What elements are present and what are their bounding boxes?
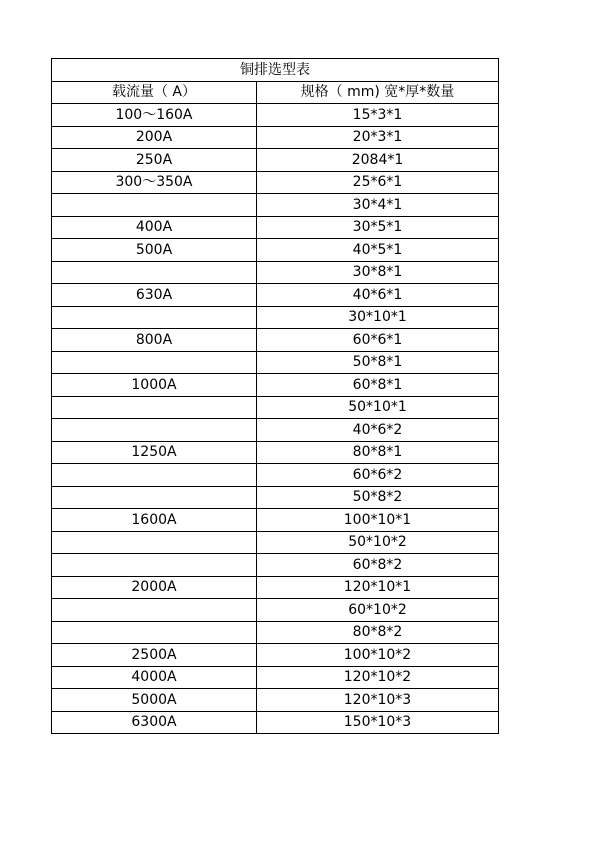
current-capacity-cell	[52, 194, 257, 217]
current-capacity-cell	[52, 306, 257, 329]
table-row	[52, 284, 499, 307]
specification-cell: 60*8*1	[257, 374, 499, 397]
specification-cell: 20*3*1	[257, 126, 499, 149]
current-capacity-cell	[52, 419, 257, 442]
table-row	[52, 464, 499, 487]
table-row	[52, 261, 499, 284]
table-row	[52, 599, 499, 622]
specification-cell: 60*10*2	[257, 599, 499, 622]
table-row	[52, 216, 499, 239]
table-row	[52, 351, 499, 374]
specification-cell: 120*10*1	[257, 576, 499, 599]
table-row	[52, 149, 499, 172]
current-capacity-cell: 200A	[52, 126, 257, 149]
specification-cell: 60*6*2	[257, 464, 499, 487]
specification-cell: 30*8*1	[257, 261, 499, 284]
current-capacity-cell: 5000A	[52, 689, 257, 712]
current-capacity-cell: 300～350A	[52, 171, 257, 194]
current-capacity-cell	[52, 261, 257, 284]
header-specification: 规格（ mm) 宽*厚*数量	[257, 81, 499, 104]
table-row	[52, 711, 499, 734]
current-capacity-cell: 500A	[52, 239, 257, 262]
table-row	[52, 194, 499, 217]
specification-cell: 25*6*1	[257, 171, 499, 194]
current-capacity-cell	[52, 554, 257, 577]
table-row	[52, 126, 499, 149]
specification-cell: 60*6*1	[257, 329, 499, 352]
current-capacity-cell: 250A	[52, 149, 257, 172]
copper-busbar-selection-table	[51, 58, 499, 734]
specification-cell: 30*10*1	[257, 306, 499, 329]
table-row	[52, 329, 499, 352]
table-body	[52, 104, 499, 734]
specification-cell: 50*10*2	[257, 531, 499, 554]
table-row	[52, 239, 499, 262]
specification-cell: 50*10*1	[257, 396, 499, 419]
current-capacity-cell: 6300A	[52, 711, 257, 734]
specification-cell: 40*6*2	[257, 419, 499, 442]
table-row	[52, 644, 499, 667]
current-capacity-cell: 1600A	[52, 509, 257, 532]
specification-cell: 60*8*2	[257, 554, 499, 577]
table-row	[52, 306, 499, 329]
table-row	[52, 576, 499, 599]
current-capacity-cell	[52, 396, 257, 419]
specification-cell: 100*10*2	[257, 644, 499, 667]
current-capacity-cell	[52, 486, 257, 509]
table-row	[52, 419, 499, 442]
specification-cell: 80*8*1	[257, 441, 499, 464]
current-capacity-cell	[52, 621, 257, 644]
table-row	[52, 374, 499, 397]
current-capacity-cell: 400A	[52, 216, 257, 239]
table-header-row	[52, 81, 499, 104]
specification-cell: 50*8*2	[257, 486, 499, 509]
table-row	[52, 441, 499, 464]
table-row	[52, 621, 499, 644]
current-capacity-cell	[52, 599, 257, 622]
current-capacity-cell: 2000A	[52, 576, 257, 599]
specification-cell: 30*5*1	[257, 216, 499, 239]
specification-cell: 50*8*1	[257, 351, 499, 374]
specification-cell: 40*5*1	[257, 239, 499, 262]
specification-cell: 80*8*2	[257, 621, 499, 644]
table-row	[52, 554, 499, 577]
current-capacity-cell: 1000A	[52, 374, 257, 397]
current-capacity-cell: 1250A	[52, 441, 257, 464]
current-capacity-cell	[52, 464, 257, 487]
table-title: 铜排选型表	[52, 59, 499, 82]
specification-cell: 150*10*3	[257, 711, 499, 734]
current-capacity-cell	[52, 351, 257, 374]
table-title-row	[52, 59, 499, 82]
table-row	[52, 396, 499, 419]
current-capacity-cell: 630A	[52, 284, 257, 307]
table-row	[52, 486, 499, 509]
table-row	[52, 104, 499, 127]
current-capacity-cell: 800A	[52, 329, 257, 352]
current-capacity-cell: 4000A	[52, 666, 257, 689]
specification-cell: 40*6*1	[257, 284, 499, 307]
specification-cell: 120*10*2	[257, 666, 499, 689]
table-row	[52, 171, 499, 194]
current-capacity-cell	[52, 531, 257, 554]
table-row	[52, 666, 499, 689]
specification-cell: 120*10*3	[257, 689, 499, 712]
table-row	[52, 509, 499, 532]
header-current-capacity: 载流量（ A）	[52, 81, 257, 104]
current-capacity-cell: 2500A	[52, 644, 257, 667]
specification-cell: 30*4*1	[257, 194, 499, 217]
specification-cell: 2084*1	[257, 149, 499, 172]
current-capacity-cell: 100～160A	[52, 104, 257, 127]
table-row	[52, 531, 499, 554]
specification-cell: 100*10*1	[257, 509, 499, 532]
specification-cell: 15*3*1	[257, 104, 499, 127]
table-row	[52, 689, 499, 712]
